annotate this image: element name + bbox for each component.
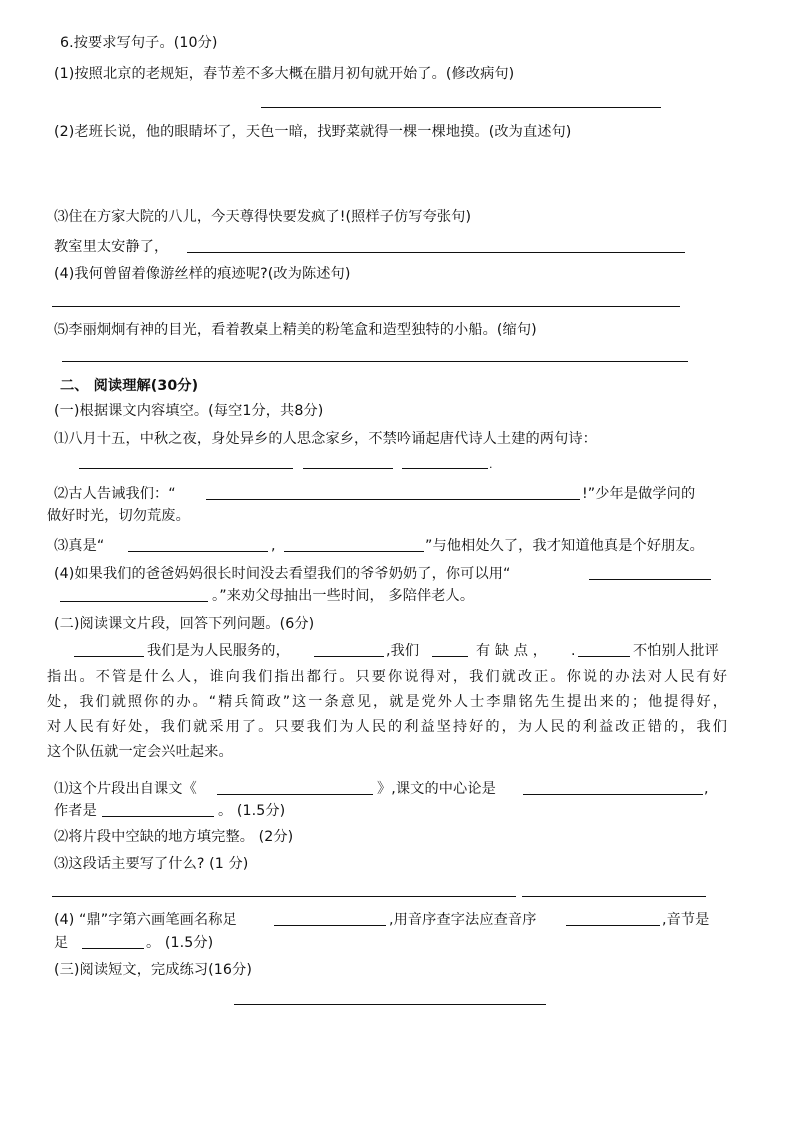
blank-syllable[interactable] [82, 948, 144, 949]
fill-4-a: (4)如果我们的爸爸妈妈很长时间没去看望我们的爷爷奶奶了，你可以用“ [54, 566, 511, 582]
blank-3a[interactable] [128, 551, 268, 552]
q6-sentence-4: (4)我何曾留着像游丝样的痕迹呢?(改为陈述句) [54, 266, 351, 282]
read-q1-d: 作者是 [54, 803, 97, 819]
blank-4b[interactable] [60, 601, 208, 602]
fill-3-a: ⑶真是“ [54, 538, 105, 554]
blank-sequence-letter[interactable] [566, 925, 660, 926]
fill-2-a: ⑵古人告诫我们：“ [54, 486, 176, 502]
fill-1: ⑴八月十五，中秋之夜，身处异乡的人思念家乡，不禁吟诵起唐代诗人土建的两句诗： [54, 431, 597, 447]
read-q4-a: (4) “鼎”字第六画笔画名称足 [54, 912, 237, 928]
section3-title-line[interactable] [234, 1004, 546, 1005]
passage-line-3: 处，我们就照你的办。“精兵简政”这一条意见，就是党外人士李鼎铭先生提出来的；他提得好， [47, 694, 727, 710]
answer-line-q3-b[interactable] [522, 896, 706, 897]
q6-sentence-3-prefix: 教室里太安静了， [54, 239, 169, 255]
read-q3: ⑶这段话主要写了什么? (1 分) [54, 856, 249, 872]
answer-line-s1[interactable] [261, 107, 661, 108]
fill-2-c: 做好时光，切勿荒废。 [47, 508, 190, 524]
read-q1-c: , [704, 781, 709, 797]
fill-3-c: ”与他相处久了，我才知道他真是个好朋友。 [425, 538, 704, 554]
passage-d: . [571, 643, 576, 659]
passage-blank-1[interactable] [74, 656, 144, 657]
blank-1c[interactable] [402, 468, 488, 469]
blank-4a[interactable] [589, 579, 711, 580]
blank-1b[interactable] [303, 468, 393, 469]
passage-line-2: 指出。不管是什么人，谁向我们指出都行。只要你说得对，我们就改正。你说的办法对人民有好 [47, 669, 727, 685]
passage-line-5: 这个队伍就一定会兴吐起来。 [47, 744, 233, 760]
read-q4-d: 足 [54, 935, 69, 951]
fill-3-b: , [271, 538, 276, 554]
answer-line-s4[interactable] [52, 306, 680, 307]
read-q4-b: ,用音序查字法应查音序 [389, 912, 537, 928]
blank-central-thesis[interactable] [523, 794, 703, 795]
passage-blank-4[interactable] [578, 656, 630, 657]
section1-title: (一)根据课文内容填空。(每空1分，共8分) [54, 403, 324, 419]
passage-blank-3[interactable] [432, 656, 468, 657]
read-q1-e: 。 (1.5分) [218, 803, 286, 819]
blank-3b[interactable] [284, 551, 424, 552]
passage-e: 不怕别人批评 [633, 643, 719, 659]
passage-blank-2[interactable] [314, 656, 384, 657]
passage-c: 有 缺 点 ， [476, 643, 547, 659]
q6-sentence-1: (1)按照北京的老规矩，春节差不多大概在腊月初旬就开始了。(修改病句) [54, 66, 515, 82]
passage-a: 我们是为人民服务的， [147, 643, 290, 659]
blank-author[interactable] [102, 816, 214, 817]
section3-title: (三)阅读短文，完成练习(16分) [54, 962, 252, 978]
read-q4-c: ,音节是 [662, 912, 710, 928]
q6-title: 6.按要求写句子。(10分) [60, 35, 218, 51]
blank-1a[interactable] [79, 468, 293, 469]
blank-2[interactable] [206, 499, 580, 500]
blank-lesson-title[interactable] [217, 794, 373, 795]
answer-line-s5[interactable] [62, 361, 688, 362]
read-q1-b: 》,课文的中心论是 [377, 781, 496, 797]
read-q4-e: 。 (1.5分) [146, 935, 214, 951]
answer-line-s3[interactable] [187, 252, 685, 253]
passage-line-4: 对人民有好处，我们就采用了。只要我们为人民的利益坚持好的，为人民的利益改正错的，我们 [47, 719, 727, 735]
read-q1-a: ⑴这个片段出自课文《 [54, 781, 197, 797]
fill-4-b: 。”来劝父母抽出一些时间， 多陪伴老人。 [212, 588, 475, 604]
blank-stroke-name[interactable] [274, 925, 386, 926]
answer-line-q3-a[interactable] [52, 896, 516, 897]
passage-b: ,我们 [386, 643, 420, 659]
q6-sentence-5: ⑸李丽炯炯有神的目光，看着教桌上精美的粉笔盒和造型独特的小船。(缩句) [54, 322, 537, 338]
part2-title: 二、 阅读理解(30分) [60, 378, 199, 394]
fill-1-end-mark: . [489, 458, 493, 471]
read-q2: ⑵将片段中空缺的地方填完整。 (2分) [54, 829, 294, 845]
q6-sentence-3: ⑶住在方家大院的八儿，今天尊得快要发疯了!(照样子仿写夸张句) [54, 209, 472, 225]
fill-2-b: !”少年是做学问的 [582, 486, 696, 502]
q6-sentence-2: (2)老班长说，他的眼睛坏了，天色一暗，找野菜就得一棵一棵地摸。(改为直述句) [54, 124, 572, 140]
section2-title: (二)阅读课文片段，回答下列问题。(6分) [54, 616, 315, 632]
